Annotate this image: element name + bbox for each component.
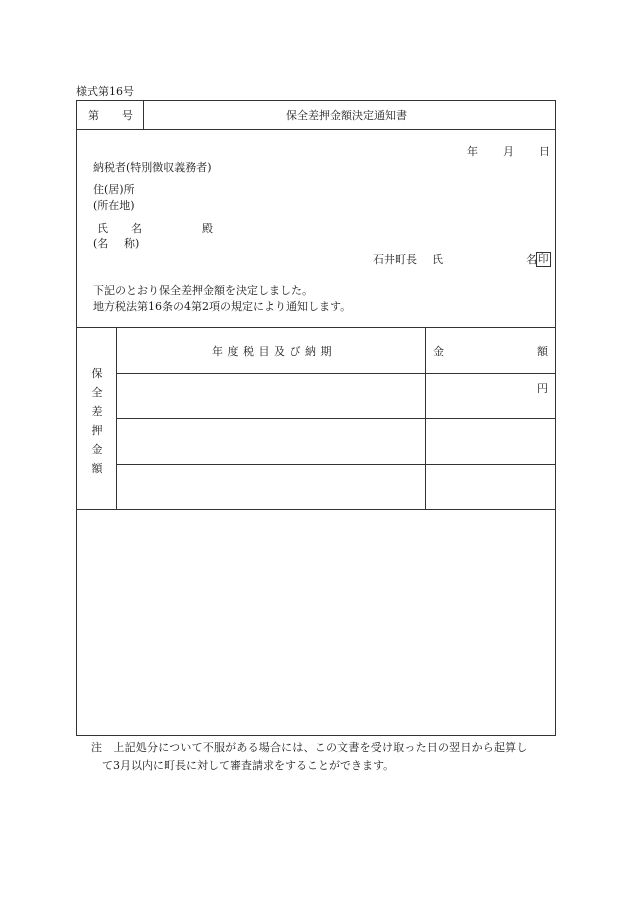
date-day-label: 日 [539,145,550,158]
note-line-2: て3月以内に町長に対して審査請求をすることができます。 [102,759,395,772]
side-char: 押 [91,424,103,437]
header-bottom-rule [76,129,556,130]
address-label: 住(居)所 [93,183,135,196]
document-number-suffix: 号 [122,109,133,122]
form-label: 様式第16号 [76,85,134,98]
name-label-second: 名 [131,222,142,235]
location-label: (所在地) [93,199,135,212]
document-title: 保全差押金額決定通知書 [286,109,407,122]
amount-side-label [88,364,106,478]
honorific: 殿 [202,222,213,235]
yen-unit: 円 [537,382,548,395]
note-line-1: 注 上記処分について不服がある場合には、この文書を受け取った日の翌日から起算し [91,741,528,754]
amount-section-bottom-rule [76,509,556,510]
title-label-second: 称) [124,237,140,250]
body-line-1: 下記のとおり保全差押金額を決定しました。 [93,284,313,297]
issuer-office: 石井町長 [373,253,417,266]
amount-row-rule-2 [116,418,556,419]
column-header-amount-right: 額 [537,345,548,358]
title-label-first: (名 [93,237,109,250]
side-char: 差 [91,405,103,418]
column-header-amount-left: 金 [433,345,444,358]
seal-mark [536,252,551,267]
side-char: 全 [91,386,103,399]
side-char: 金 [91,443,103,456]
issuer-surname-label: 氏 [432,253,443,266]
seal-label: 印 [538,253,549,265]
side-char: 保 [91,367,103,380]
date-month-label: 月 [503,145,514,158]
amount-section-top-rule [76,327,556,328]
column-header-description: 年 度 税 目 及 び 納 期 [212,345,332,358]
name-label-first: 氏 [97,222,108,235]
amount-row-rule-1 [116,373,556,374]
issuer-given-label: 名 [526,253,537,266]
date-year-label: 年 [467,145,478,158]
document-number-prefix: 第 [88,109,99,122]
amount-row-rule-3 [116,464,556,465]
body-line-2: 地方税法第16条の4第2項の規定により通知します。 [93,300,352,313]
header-divider [143,100,144,129]
side-char: 額 [91,462,103,475]
taxpayer-label: 納税者(特別徴収義務者) [93,161,212,174]
